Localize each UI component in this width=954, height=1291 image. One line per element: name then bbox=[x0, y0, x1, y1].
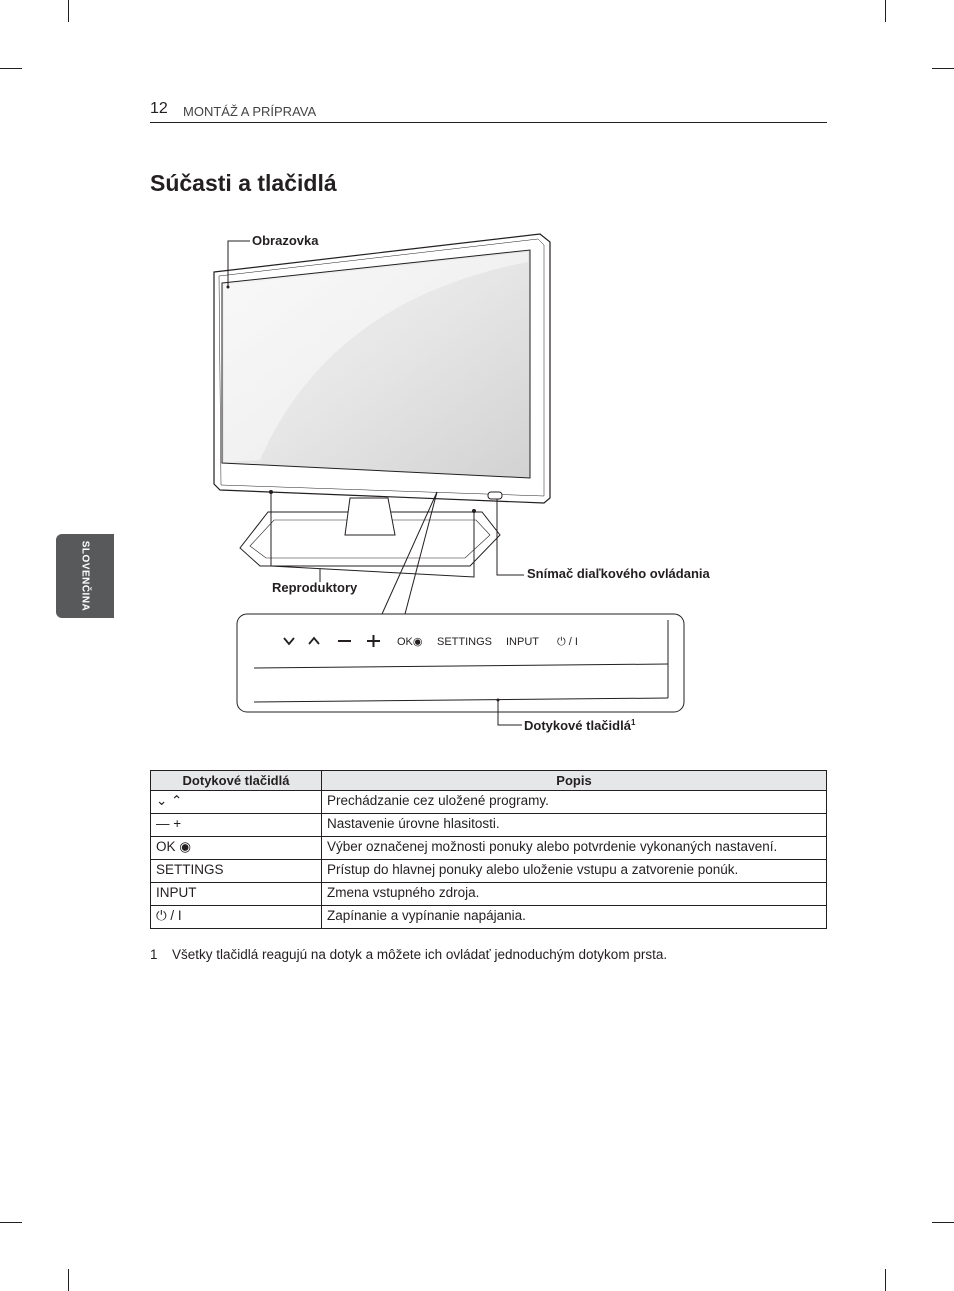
table-cell-description: Výber označenej možnosti ponuky alebo potvrdenie vykonaných nastavení. bbox=[322, 837, 827, 860]
table-row bbox=[151, 860, 827, 883]
panel-ok-button: OK◉ bbox=[397, 636, 423, 648]
crop-mark bbox=[0, 1222, 22, 1223]
callout-screen: Obrazovka bbox=[252, 233, 319, 248]
table-cell-button: ⌄ ⌃ bbox=[151, 791, 322, 814]
section-title: MONTÁŽ A PRÍPRAVA bbox=[183, 104, 317, 119]
table-row bbox=[151, 837, 827, 860]
table-row bbox=[151, 883, 827, 906]
control-panel bbox=[237, 614, 684, 712]
footnote-text: Všetky tlačidlá reagujú na dotyk a môžete ich ovládať jednoduchým dotykom prsta. bbox=[172, 947, 668, 962]
table-cell-description: Prechádzanie cez uložené programy. bbox=[322, 791, 827, 814]
table-cell-button: ⏻ / I bbox=[151, 906, 322, 929]
footnote bbox=[150, 947, 667, 962]
page-title: Súčasti a tlačidlá bbox=[150, 170, 337, 196]
table-row bbox=[151, 814, 827, 837]
table-header: Popis bbox=[322, 771, 827, 791]
footnote-number: 1 bbox=[150, 947, 158, 962]
crop-mark bbox=[885, 1269, 886, 1291]
callout-touch-buttons: Dotykové tlačidlá$^1$ bbox=[524, 718, 636, 733]
panel-input-button: INPUT bbox=[506, 636, 539, 648]
table-cell-description: Prístup do hlavnej ponuky alebo uloženie vstupu a zatvorenie ponúk. bbox=[322, 860, 827, 883]
stand-neck bbox=[345, 498, 395, 535]
language-tab-label: SLOVENČINA bbox=[79, 540, 91, 612]
table-cell-description: Zapínanie a vypínanie napájania. bbox=[322, 906, 827, 929]
crop-mark bbox=[932, 1222, 954, 1223]
table-cell-button: SETTINGS bbox=[151, 860, 322, 883]
callout-speakers: Reproduktory bbox=[272, 580, 358, 595]
table-cell-description: Zmena vstupného zdroja. bbox=[322, 883, 827, 906]
table-cell-description: Nastavenie úrovne hlasitosti. bbox=[322, 814, 827, 837]
callout-remote-sensor: Snímač diaľkového ovládania bbox=[527, 566, 710, 581]
page-number: 12 bbox=[150, 100, 168, 117]
remote-sensor-icon bbox=[488, 492, 502, 499]
crop-mark bbox=[68, 1269, 69, 1291]
table-cell-button: INPUT bbox=[151, 883, 322, 906]
buttons-table bbox=[150, 770, 827, 929]
table-cell-button: OK ◉ bbox=[151, 837, 322, 860]
panel-settings-button: SETTINGS bbox=[437, 636, 493, 648]
panel-power-button: ⏻ / I bbox=[557, 636, 578, 648]
table-row bbox=[151, 791, 827, 814]
table-header: Dotykové tlačidlá bbox=[151, 771, 322, 791]
table-header-row bbox=[151, 771, 827, 791]
table-cell-button: — + bbox=[151, 814, 322, 837]
table-row bbox=[151, 906, 827, 929]
